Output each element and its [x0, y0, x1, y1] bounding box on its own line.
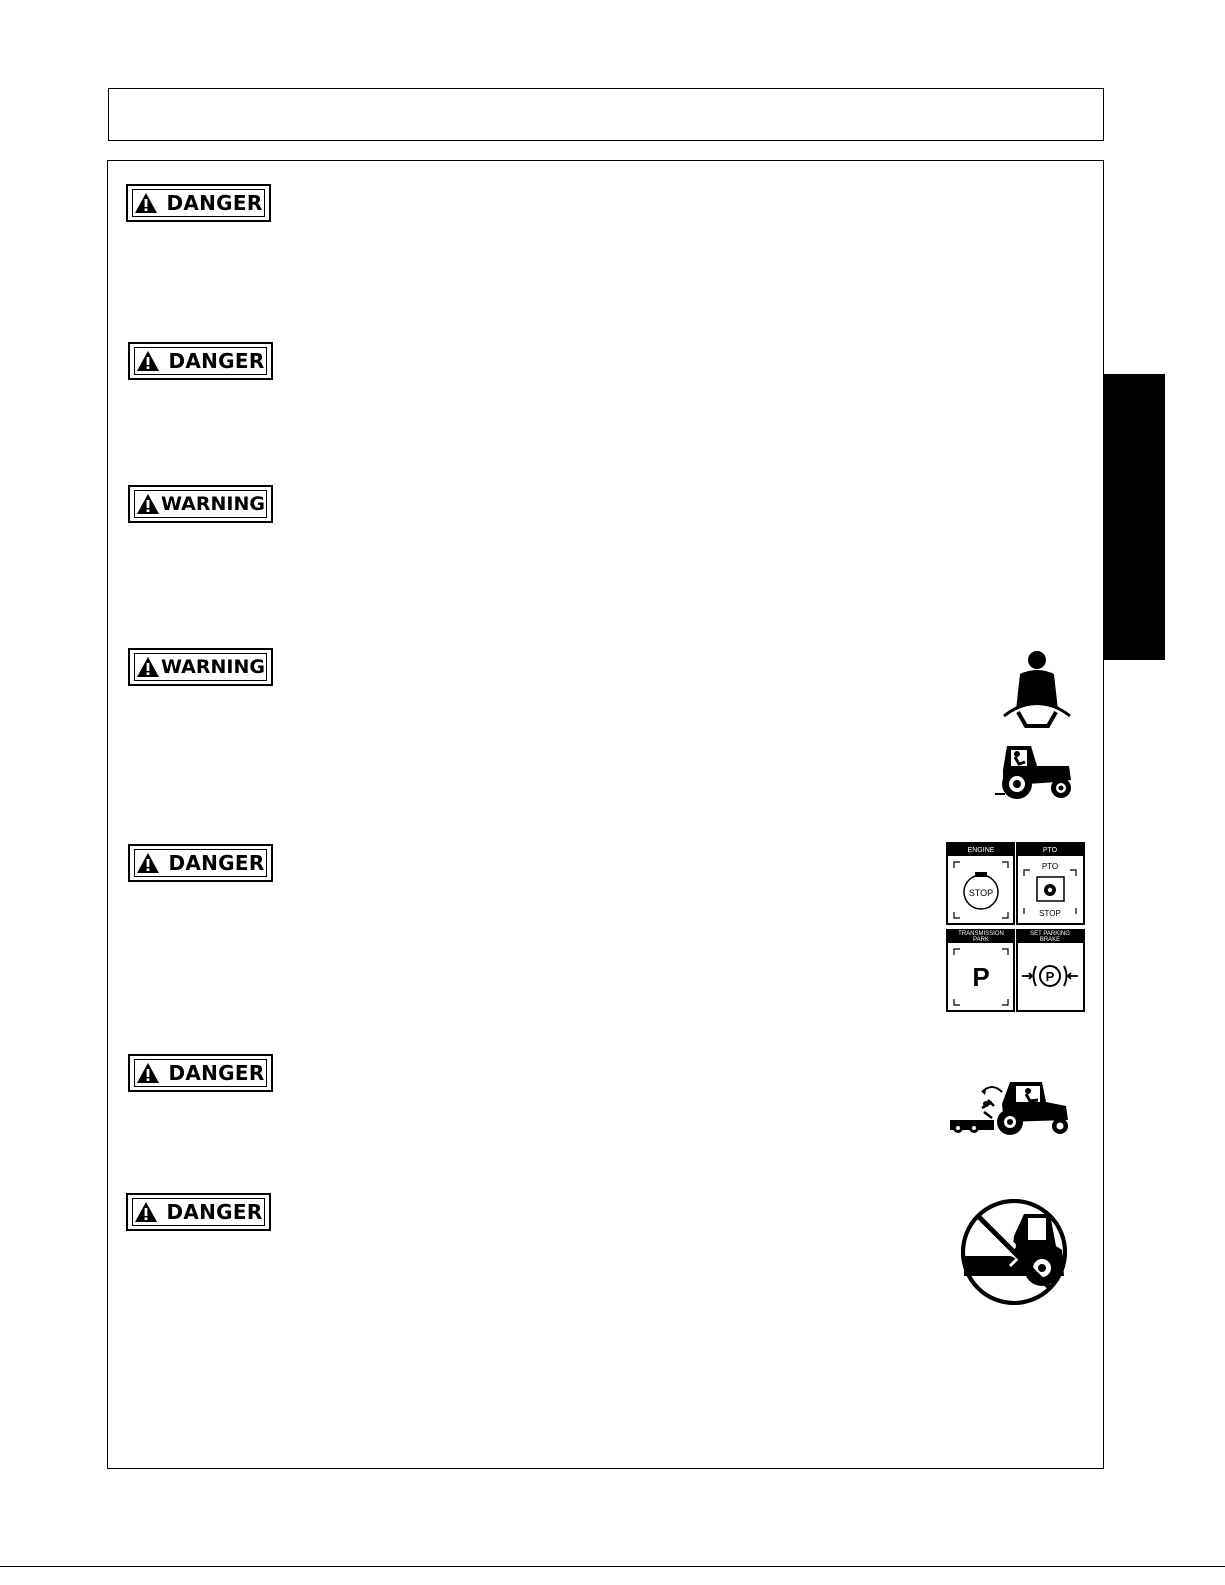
- seated-operator-icon: [998, 650, 1074, 728]
- danger-sign: [126, 184, 271, 222]
- alert-triangle-icon: [136, 1062, 160, 1084]
- engine-caption: ENGINE: [967, 847, 995, 854]
- footer-rule: [0, 1566, 1225, 1567]
- park-symbol: P: [972, 962, 990, 992]
- pto-top-label: PTO: [1041, 862, 1059, 871]
- sign-label: WARNING: [161, 492, 265, 515]
- alert-triangle-icon: [136, 350, 160, 372]
- alert-triangle-icon: [134, 1201, 158, 1223]
- warning-sign: [128, 648, 273, 686]
- alert-triangle-icon: [136, 493, 160, 515]
- brake-symbol: P: [1045, 969, 1055, 984]
- brake-caption-2: BRAKE: [1039, 937, 1061, 943]
- shutdown-procedure-panel: [946, 842, 1085, 1012]
- danger-sign: [128, 844, 273, 882]
- no-riders-prohibition-icon: [958, 1196, 1070, 1308]
- engine-stop-label: STOP: [968, 888, 994, 898]
- tractor-operator-icon: [995, 740, 1075, 802]
- danger-sign: [128, 342, 273, 380]
- section-tab: [1104, 374, 1165, 660]
- tractor-thrown-object-icon: [948, 1078, 1072, 1138]
- sign-label: DANGER: [168, 349, 265, 373]
- alert-triangle-icon: [136, 852, 160, 874]
- header-box: [108, 88, 1104, 141]
- alert-triangle-icon: [136, 656, 160, 678]
- danger-sign: [126, 1193, 271, 1231]
- sign-label: DANGER: [166, 191, 263, 215]
- sign-label: DANGER: [166, 1200, 263, 1224]
- brake-caption: SET PARKING: [1030, 931, 1070, 937]
- alert-triangle-icon: [134, 192, 158, 214]
- danger-sign: [128, 1054, 273, 1092]
- sign-label: WARNING: [161, 655, 265, 678]
- warning-sign: [128, 485, 273, 523]
- pto-caption: PTO: [1042, 847, 1058, 854]
- pto-bottom-label: STOP: [1039, 909, 1061, 918]
- transmission-caption: TRANSMISSION: [958, 931, 1004, 937]
- sign-label: DANGER: [168, 1061, 265, 1085]
- transmission-caption-2: PARK: [973, 937, 989, 943]
- sign-label: DANGER: [168, 851, 265, 875]
